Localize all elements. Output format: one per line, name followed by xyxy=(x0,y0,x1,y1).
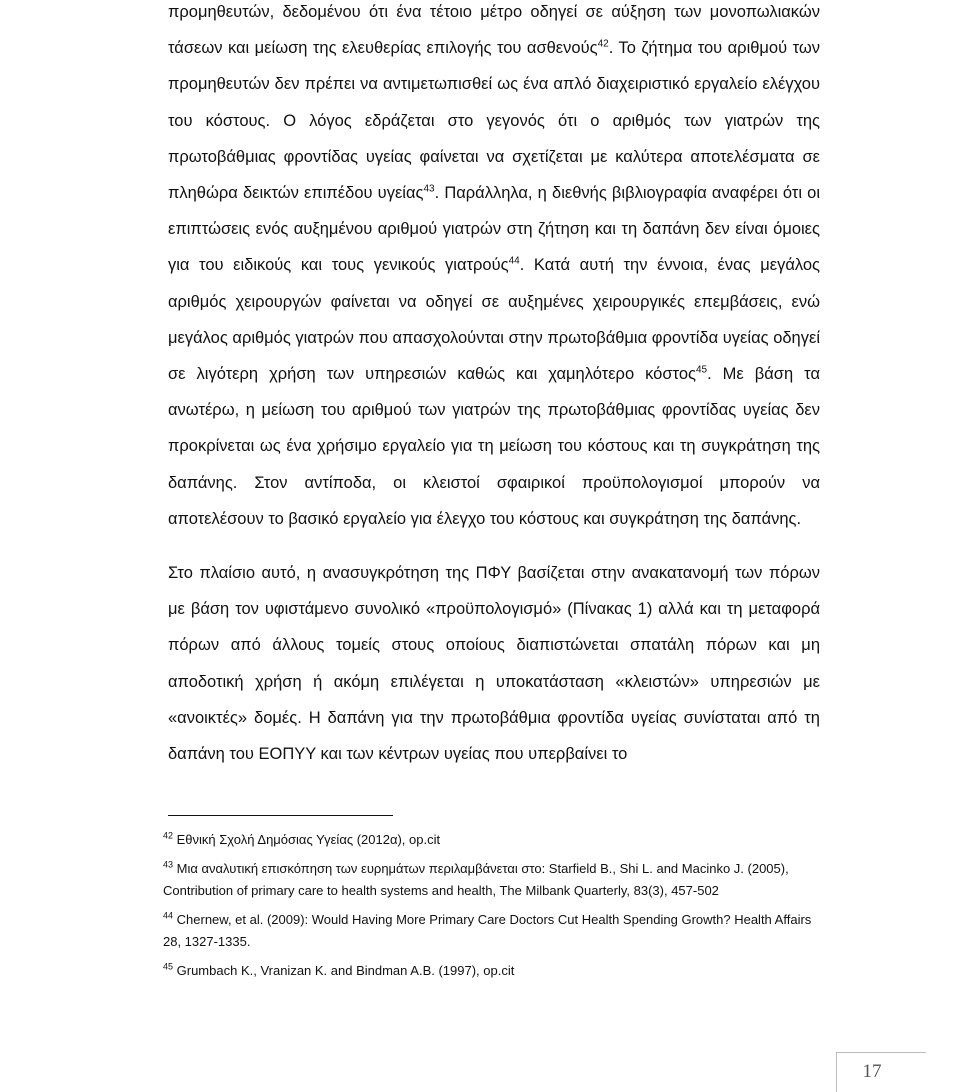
page-number-box xyxy=(836,1052,926,1092)
footnote-42 xyxy=(163,829,823,851)
footnote-ref-42[interactable]: 42 xyxy=(597,38,609,50)
footnote-text: Εθνική Σχολή Δημόσιας Υγείας (2012α), op.cit xyxy=(176,832,441,847)
footnote-44 xyxy=(163,909,823,953)
page-body xyxy=(168,0,820,772)
paragraph-1-text-d: . Κατά αυτή την έννοια, ένας μεγάλος αριθμός χειρουργών φαίνεται να οδηγεί σε αυξημένες χειρουργικές επεμβάσεις, ενώ μεγάλος αριθμός γιατρών που απασχολούνται στην πρωτοβάθμια φροντίδα υγείας οδηγεί σε λιγότερη χρήση των υπηρεσιών καθώς και χαμηλότερο κόστος xyxy=(168,256,820,384)
footnote-number: 45 xyxy=(163,961,174,972)
paragraph-1-text-e: . Με βάση τα ανωτέρω, η μείωση του αριθμού των γιατρών της πρωτοβάθμιας φροντίδας υγείας δεν προκρίνεται ως ένα χρήσιμο εργαλείο για τη μείωση του κόστους και τη συγκράτηση της δαπάνης. Στον αντίποδα, οι κλειστοί σφαιρικοί προϋπολογισμοί μπορούν να αποτελέσουν το βασικό εργαλείο για έλεγχο του κόστους και συγκράτηση της δαπάνης. xyxy=(168,365,820,528)
footnote-number: 44 xyxy=(163,910,174,921)
paragraph-2-text: Στο πλαίσιο αυτό, η ανασυγκρότηση της ΠΦΥ βασίζεται στην ανακατανομή των πόρων με βάση τον υφιστάμενο συνολικό «προϋπολογισμό» (Πίνακας 1) αλλά και τη μεταφορά πόρων από άλλους τομείς στους οποίους διαπιστώνεται σπατάλη πόρων και μη αποδοτική χρήση ή ακόμη επιλέγεται η υποκατάσταση «κλειστών» υπηρεσιών με «ανοικτές» δομές. Η δαπάνη για την πρωτοβάθμια φροντίδα υγείας συνίσταται από τη δαπάνη του ΕΟΠΥΥ και των κέντρων υγείας που υπερβαίνει το xyxy=(168,564,820,764)
footnote-ref-45[interactable]: 45 xyxy=(695,364,708,376)
body-paragraph-2 xyxy=(168,555,820,772)
footnote-ref-44[interactable]: 44 xyxy=(508,255,520,267)
footnotes xyxy=(163,829,823,989)
footnote-ref-43[interactable]: 43 xyxy=(423,183,435,195)
footnote-43 xyxy=(163,858,823,902)
paragraph-1-text-c: . Παράλληλα, η διεθνής βιβλιογραφία αναφέρει ότι οι επιπτώσεις ενός αυξημένου αριθμού γιατρών στη ζήτηση και τη δαπάνη δεν είναι όμοιες για του ειδικούς και τους γενικούς γιατρούς xyxy=(168,184,820,275)
footnote-text: Μια αναλυτική επισκόπηση των ευρημάτων περιλαμβάνεται στο: Starfield B., Shi L. and Macinko J. (2005), Contribution of primary care to health systems and health, The Milbank Quarterly, 83(3), 457-502 xyxy=(163,861,789,898)
footnote-separator xyxy=(168,815,393,816)
body-paragraph-1 xyxy=(168,0,820,537)
footnote-text: Chernew, et al. (2009): Would Having More Primary Care Doctors Cut Health Spending Growth? Health Affairs 28, 1327-1335. xyxy=(163,912,812,949)
page-number: 17 xyxy=(862,1061,882,1082)
footnote-text: Grumbach K., Vranizan K. and Bindman A.B. (1997), op.cit xyxy=(176,963,515,978)
paragraph-1-text-a: προμηθευτών, δεδομένου ότι ένα τέτοιο μέτρο οδηγεί σε αύξηση των μονοπωλιακών τάσεων και μείωση της ελευθερίας επιλογής του ασθενούς xyxy=(168,3,820,58)
paragraph-1-text-b: . Το ζήτημα του αριθμού των προμηθευτών δεν πρέπει να αντιμετωπισθεί ως ένα απλό διαχειριστικό εργαλείο ελέγχου του κόστους. Ο λόγος εδράζεται στο γεγονός ότι ο αριθμός των γιατρών της πρωτοβάθμιας φροντίδας υγείας φαίνεται να σχετίζεται με καλύτερα αποτελέσματα σε πληθώρα δεικτών επιπέδου υγείας xyxy=(168,39,820,203)
footnote-number: 42 xyxy=(163,830,174,841)
footnote-number: 43 xyxy=(163,859,174,870)
footnote-45 xyxy=(163,960,823,982)
